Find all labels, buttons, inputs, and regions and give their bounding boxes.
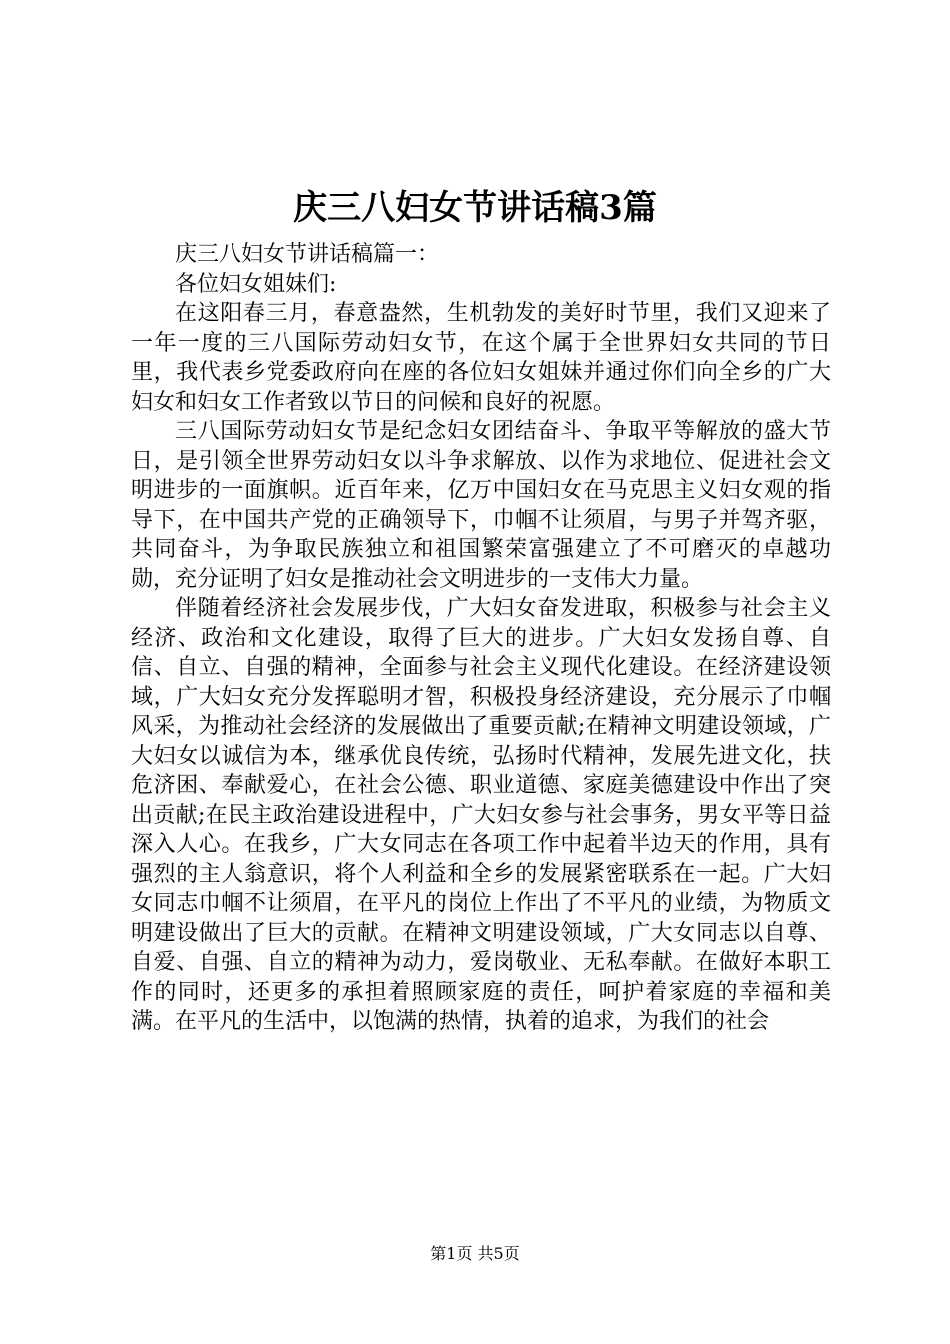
document-title: 庆三八妇女节讲话稿3篇	[293, 188, 657, 228]
body-paragraph: 在这阳春三月，春意盎然，生机勃发的美好时节里，我们又迎来了一年一度的三八国际劳动妇女节，在这个属于全世界妇女共同的节日里，我代表乡党委政府向在座的各位妇女姐妹并通过你们向全乡的广大妇女和妇女工作者致以节日的问候和良好的祝愿。	[131, 301, 831, 415]
document-body	[131, 240, 831, 1037]
salutation: 各位妇女姐妹们:	[175, 271, 337, 297]
section-heading: 庆三八妇女节讲话稿篇一：	[175, 242, 440, 267]
page-footer: 第1页 共5页	[430, 1244, 520, 1263]
body-paragraph: 三八国际劳动妇女节是纪念妇女团结奋斗、争取平等解放的盛大节日，是引领全世界劳动妇女以斗争求解放、以作为求地位、促进社会文明进步的一面旗帜。近百年来，亿万中国妇女在马克思主义妇女观的指导下，在中国共产党的正确领导下，巾帼不让须眉，与男子并驾齐驱，共同奋斗，为争取民族独立和祖国繁荣富强建立了不可磨灭的卓越功勋，充分证明了妇女是推动社会文明进步的一支伟大力量。	[131, 419, 831, 592]
body-paragraph: 伴随着经济社会发展步伐，广大妇女奋发进取，积极参与社会主义经济、政治和文化建设，取得了巨大的进步。广大妇女发扬自尊、自信、自立、自强的精神，全面参与社会主义现代化建设。在经济建设领域，广大妇女充分发挥聪明才智，积极投身经济建设，充分展示了巾帼风采，为推动社会经济的发展做出了重要贡献;在精神文明建设领域，广大妇女以诚信为本，继承优良传统，弘扬时代精神，发展先进文化，扶危济困、奉献爱心，在社会公德、职业道德、家庭美德建设中作出了突出贡献;在民主政治建设进程中，广大妇女参与社会事务，男女平等日益深入人心。在我乡，广大女同志在各项工作中起着半边天的作用，具有强烈的主人翁意识，将个人利益和全乡的发展紧密联系在一起。广大妇女同志巾帼不让须眉，在平凡的岗位上作出了不平凡的业绩，为物质文明建设做出了巨大的贡献。在精神文明建设领域，广大女同志以自尊、自爱、自强、自立的精神为动力，爱岗敬业、无私奉献。在做好本职工作的同时，还更多的承担着照顾家庭的责任，呵护着家庭的幸福和美满。在平凡的生活中，以饱满的热情，执着的追求，为我们的社会	[131, 596, 831, 1034]
